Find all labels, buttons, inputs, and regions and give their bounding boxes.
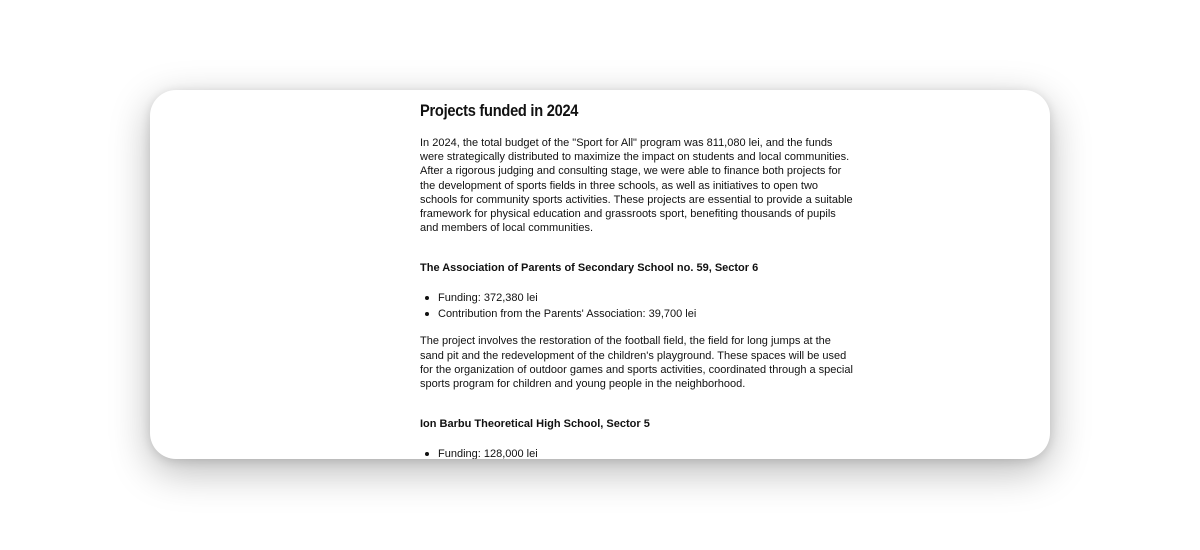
- project-details-list: [420, 446, 856, 459]
- project-heading: The Association of Parents of Secondary School no. 59, Sector 6: [420, 262, 759, 275]
- project-description: The project involves the restoration of the football field, the field for long jumps at the sand pit and the redevelopment of the children's playground. These spaces will be used for the organization of outdoor games and sports activities, coordinated through a special sports program for children and young people in the neighborhood.: [420, 335, 853, 391]
- page-title: Projects funded in 2024: [420, 101, 579, 120]
- list-item: Contribution from the Parents' Association: 39,700 lei: [438, 306, 856, 322]
- article: [420, 90, 856, 459]
- list-item: Funding: 128,000 lei: [438, 446, 856, 459]
- list-item: Funding: 372,380 lei: [438, 290, 856, 306]
- project-details-list: [420, 290, 856, 322]
- intro-paragraph: In 2024, the total budget of the "Sport for All" program was 811,080 lei, and the funds were strategically distributed to maximize the impact on students and local communities. After a rigorous judging and consulting stage, we were able to finance both projects for the development of sports fields in three schools, as well as initiatives to open two schools for community sports activities. These projects are essential to provide a suitable framework for physical education and grassroots sport, benefiting thousands of pupils and members of local communities.: [420, 137, 853, 235]
- project-heading: Ion Barbu Theoretical High School, Sector 5: [420, 418, 650, 431]
- content-card: [150, 90, 1050, 459]
